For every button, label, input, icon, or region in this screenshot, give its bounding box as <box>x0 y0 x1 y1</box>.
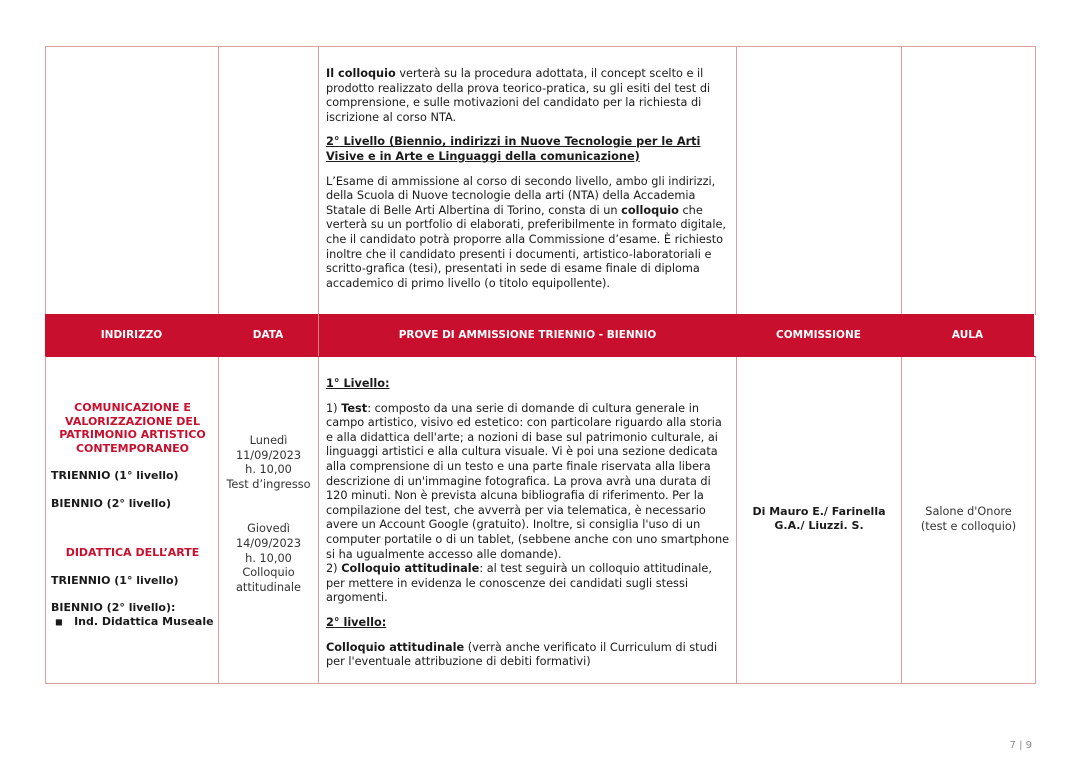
cell-empty-5 <box>902 47 1035 315</box>
header-prove: PROVE DI AMMISSIONE TRIENNIO - BIENNIO <box>318 314 736 356</box>
date1-date: 11/09/2023 <box>235 448 302 462</box>
aula-name: Salone d'Onore <box>925 505 1012 518</box>
header-data: DATA <box>252 329 284 341</box>
date1-day: Lunedì <box>249 434 288 447</box>
bullet-item-label: Ind. Didattica Museale <box>74 614 214 628</box>
colloquio-bold: Il colloquio <box>326 67 396 80</box>
colloquio-label: Colloquio attitudinale <box>341 562 480 576</box>
date1-what: Test d’ingresso <box>226 477 311 491</box>
cell-prove-continuation <box>319 47 737 315</box>
indirizzo-triennio-1: TRIENNIO (1° livello) <box>51 469 179 482</box>
level2-text: (verrà anche verificato il Curriculum di studi per l'eventuale attribuzione di debiti formativi) <box>326 640 718 669</box>
cell-empty-1 <box>46 47 219 315</box>
cell-commissione: Di Mauro E./ Farinella G.A./ Liuzzi. S. <box>737 357 902 683</box>
header-aula: AULA <box>951 329 984 341</box>
date1-time: h. 10,00 <box>245 463 292 477</box>
colloquio-text-1: : al test seguirà un colloquio attitudinale, per mettere in evidenza le conoscenze dei candidati sugli stessi argomenti. <box>326 562 712 605</box>
level2-paragraph <box>326 641 730 670</box>
date2-what-2: attitudinale <box>236 580 301 594</box>
second-level-text-a: L’Esame di ammissione al corso di secondo livello, ambo gli indirizzi, della Scuola di Nuove tecnologie della arti (NTA) della Accademia Statale di Belle Arti Albertina di Torino, consta di un <box>326 174 716 217</box>
cell-prove <box>319 357 737 683</box>
cell-empty-2 <box>219 47 319 315</box>
table-row <box>45 356 1036 684</box>
indirizzo-title-didattica: DIDATTICA DELL’ARTE <box>65 546 200 559</box>
indirizzo-biennio-1: BIENNIO (2° livello) <box>51 496 171 510</box>
bullet-item: ■ Ind. Didattica Museale <box>55 614 214 628</box>
level2-heading: 2° livello: <box>326 615 387 629</box>
test-label: Test <box>341 401 368 415</box>
test-text: : composto da una serie di domande di cultura generale in campo artistico, visivo ed estetico: con particolare riguardo alla storia e alla didattica dell'arte; a nozioni di base sul patrimonio culturale, ai linguaggi artistici e alla cultura visuale. Vi è poi una sezione dedicata alla comprensione di un testo e una parte finale riservata alla libera descrizione di un'immagine fotografica. La prova avrà una durata di 120 minuti. Non è prevista alcuna bibliografia di riferimento. Per la compilazione del test, che avverrà per via telematica, è necessario avere un Account Google (gratuito). Inoltre, si consiglia l'uso di un computer portatile o di un tablet, (sebbene anche con uno smartphone si ha ugualmente accesso alle domande). <box>326 401 730 561</box>
second-level-bold: colloquio <box>621 203 679 217</box>
indirizzo-title-comunicazione: COMUNICAZIONE E VALORIZZAZIONE DEL PATRIMONIO ARTISTICO CONTEMPORANEO <box>59 401 206 455</box>
level2-bold: Colloquio attitudinale <box>326 640 465 654</box>
continuation-row <box>45 46 1036 315</box>
date2-date: 14/09/2023 <box>235 536 302 550</box>
date2-what-1: Colloquio <box>242 566 295 580</box>
second-level-heading: 2° Livello (Biennio, indirizzi in Nuove Tecnologie per le Arti Visive e in Arte e Linguaggi della comunicazione) <box>326 135 701 163</box>
colloquio-paragraph <box>326 67 730 125</box>
header-commissione: COMMISSIONE <box>776 329 861 341</box>
table-header <box>45 314 1034 356</box>
test-paragraph: 1) Test: composto da una serie di domande di cultura generale in campo artistico, visivo ed estetico: con particolare riguardo alla storia e alla didattica dell'arte; a nozioni di base sul patrimonio culturale, ai linguaggi artistici e alla cultura visuale. Vi è poi una sezione dedicata alla comprensione di un testo e una parte finale riservata alla libera descrizione di un'immagine fotografica. La prova avrà una durata di 120 minuti. Non è prevista alcuna bibliografia di riferimento. Per la compilazione del test, che avverrà per via telematica, è necessario avere un Account Google (gratuito). Inoltre, si consiglia l'uso di un computer portatile o di un tablet, (sebbene anche con uno smartphone si ha ugualmente accesso alle domande). <box>326 401 730 561</box>
header-indirizzo: INDIRIZZO <box>100 329 163 341</box>
cell-data <box>219 357 319 683</box>
date2-time: h. 10,00 <box>245 551 292 565</box>
indirizzo-triennio-2: TRIENNIO (1° livello) <box>51 573 179 587</box>
cell-aula <box>902 357 1035 683</box>
indirizzo-biennio-2: BIENNIO (2° livello): <box>51 601 176 614</box>
page-number: 7 | 9 <box>1009 740 1032 751</box>
date2-day: Giovedì <box>247 522 290 536</box>
cell-empty-4 <box>737 47 902 315</box>
second-level-paragraph <box>326 175 730 292</box>
second-level-text-b: che verterà su un portfolio di elaborati, preferibilmente in formato digitale, che il candidato potrà proporre alla Commissione d’esame. È richiesto inoltre che il candidato presenti i documenti, artistico-laboratoriali e scritto-grafica (tesi), presentati in sede di esame finale di diploma accademico di primo livello (o titolo equipollente). <box>326 203 726 290</box>
colloquio-text: verterà su la procedura adottata, il concept scelto e il prodotto realizzato della prova teorico-pratica, su gli esiti del test di comprensione, e sulle motivazioni del candidato per la richiesta di iscrizione al corso NTA. <box>326 67 711 124</box>
colloquio-attitudinale-paragraph: 2) Colloquio attitudinale: al test seguirà un colloquio attitudinale, per mettere in evidenza le conoscenze dei candidati sugli stessi argomenti. <box>326 562 712 605</box>
cell-indirizzo <box>46 357 219 683</box>
level1-heading: 1° Livello: <box>326 377 390 390</box>
aula-note: (test e colloquio) <box>920 519 1017 533</box>
